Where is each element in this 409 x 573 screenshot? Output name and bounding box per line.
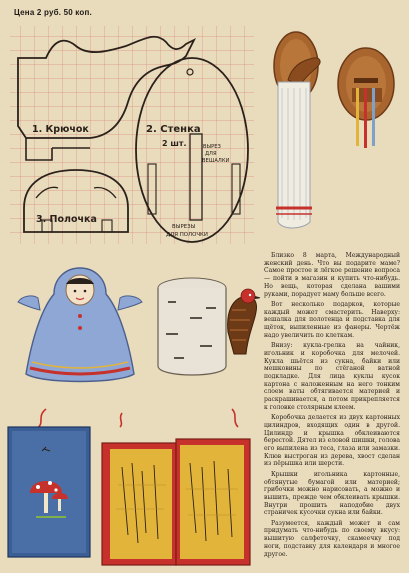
doll-cozy-illustration (8, 258, 160, 398)
label-wall-count: 2 шт. (162, 139, 187, 148)
article-paragraph: Коробочка делается из двух картонных цилиндров, входящих один в другой. Цилиндр и крышка обклеиваются берестой. Дятел из еловой шишки, голова его выпилена из теса, глаза или замазки. Клюв выстроган из дерева, хвост сделан из пёрышка или шерсти. (264, 414, 400, 468)
pattern-drawing (6, 22, 258, 250)
label-cut-1: ВЫРЕЗ (203, 144, 221, 150)
article-text (264, 252, 400, 570)
label-hook: 1. Крючок (32, 124, 89, 135)
towel-holder-illustration (262, 22, 402, 244)
label-cut-2: ДЛЯ (205, 151, 217, 157)
label-cut-3: ВЕШАЛКИ (202, 158, 230, 164)
label-shelf: 3. Полочка (36, 214, 97, 225)
article-paragraph: Близко 8 марта, Международный женский день. Что вы подарите маме? Самое простое и лёгкое решение вопроса — пойти в магазин и купить что-нибудь. Но вещь, которая сделана вашими руками, порадует маму больше всего. (264, 252, 400, 298)
article-paragraph: Вот несколько подарков, которые каждый может смастерить. Наверху: вешалка для полотенца и подставка для щёток, выпиленные из фанеры. Чертёж надо увеличить по клеткам. (264, 300, 400, 339)
label-cuts-1: ВЫРЕЗЫ (172, 224, 196, 230)
needle-case-illustration (6, 405, 256, 570)
price-label: Цена 2 руб. 50 коп. (14, 8, 92, 17)
article-paragraph: Крышки игольника картонные, обтянутые бумагой или материей; грибочки можно нарисовать, а можно и вышить, прежде чем обклеивать крышки. Внутри прошить наподобие двух страничек кусочки сукна или байки. (264, 470, 400, 517)
label-wall: 2. Стенка (146, 124, 201, 135)
article-paragraph: Внизу: кукла-грелка на чайник, игольник и коробочка для мелочей. Кукла шьётся из сукна, байки или мешковины по стёганой ватной подкладке. Для лица куклы кусок картона с наложенным на него тонким слоем ваты обтягивается материей и раскрашивается, а потом прикрепляется к головке столярным клеем. (264, 342, 400, 411)
label-cuts-2: ДЛЯ ПОЛОЧКИ (166, 232, 208, 238)
article-paragraph: Разумеется, каждый может и сам придумать что-нибудь по своему вкусу: вышитую салфеточку, скамеечку под ноги, подставку для календаря и многое другое. (264, 519, 400, 558)
birch-box-illustration (150, 262, 260, 388)
